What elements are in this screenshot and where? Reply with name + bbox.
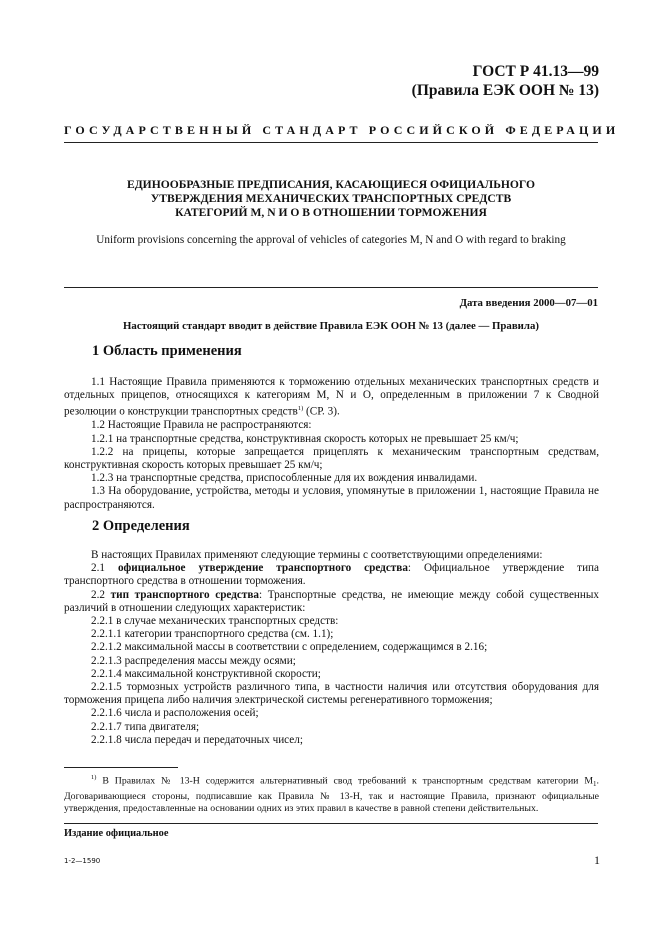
edition-divider <box>64 823 598 824</box>
paragraph-2-intro: В настоящих Правилах применяют следующие термины с соответствующими определениями: <box>91 549 543 561</box>
paragraph-2-1-text: : Официальное утверждение типа транспортного средства в отношении торможения. <box>64 562 600 588</box>
footnote <box>64 772 599 815</box>
document-designation <box>412 62 599 100</box>
section-1-body <box>64 376 599 512</box>
paragraph-2-2-num: 2.2 <box>91 588 111 601</box>
footnote-divider <box>64 767 178 768</box>
footnote-text-a: В Правилах № 13-Н содержится альтернативный свод требований к транспортным средствам категории М <box>96 775 594 787</box>
standard-banner: ГОСУДАРСТВЕННЫЙ СТАНДАРТ РОССИЙСКОЙ ФЕДЕРАЦИИ <box>64 123 620 137</box>
section-2-body <box>64 549 599 747</box>
paragraph-1-2: 1.2 Настоящие Правила не распространяются: <box>91 419 312 432</box>
edition-label: Издание официальное <box>64 828 169 839</box>
paragraph-2-1 <box>64 562 599 588</box>
title-line-3: КАТЕГОРИЙ М, N И О В ОТНОШЕНИИ ТОРМОЖЕНИЯ <box>175 206 487 219</box>
list-item: 2.2.1.1 категории транспортного средства (см. 1.1); <box>91 628 334 641</box>
term-vehicle-type: тип транспортного средства <box>110 588 259 601</box>
footnote-mark: 1) <box>91 774 97 781</box>
list-item: 2.2.1.4 максимальной конструктивной скорости; <box>91 667 321 680</box>
page-number: 1 <box>594 853 600 867</box>
footnote-text <box>64 772 599 815</box>
section-1-heading: 1 Область применения <box>92 343 242 359</box>
paragraph-1-3: 1.3 На оборудование, устройства, методы и условия, упомянутые в приложении 1, настоящие Правила не распространяются. <box>64 485 599 511</box>
document-title <box>64 178 598 220</box>
footnote-subscript: 1 <box>593 780 597 789</box>
list-item: 2.2.1.6 числа и расположения осей; <box>91 707 259 720</box>
paragraph-2-2-text: : Транспортные средства, не имеющие между собой существенных различий в отношении следующих характеристик: <box>64 588 599 614</box>
gost-number: ГОСТ Р 41.13—99 <box>472 63 599 80</box>
list-item: 2.2.1.8 числа передач и передаточных чисел; <box>91 733 303 746</box>
section-2-heading: 2 Определения <box>92 518 190 534</box>
list-item: 2.2.1 в случае механических транспортных средств: <box>91 615 339 628</box>
paragraph-1-1-end: (СР. 3). <box>303 406 340 419</box>
title-line-1: ЕДИНООБРАЗНЫЕ ПРЕДПИСАНИЯ, КАСАЮЩИЕСЯ ОФИЦИАЛЬНОГО <box>126 178 536 191</box>
print-code: 1-2—1590 <box>64 857 101 865</box>
title-line-2: УТВЕРЖДЕНИЯ МЕХАНИЧЕСКИХ ТРАНСПОРТНЫХ СРЕДСТВ <box>150 192 512 205</box>
list-item: 2.2.1.2 максимальной массы в соответствии с определением, содержащимся в 2.16; <box>91 641 488 654</box>
paragraph-1-2-3: 1.2.3 на транспортные средства, приспособленные для их вождения инвалидами. <box>91 472 478 485</box>
term-vehicle-approval: официальное утверждение транспортного средства <box>117 562 408 575</box>
paragraph-1-1-text: 1.1 Настоящие Правила применяются к торможению отдельных механических транспортных средств и отдельных прицепов, относящихся к категориям М, N и О, определенным в приложении 7 к Сводной резолюции о конструкции транспортных средств <box>64 376 599 419</box>
title-divider <box>64 287 598 288</box>
paragraph-1-2-1: 1.2.1 на транспортные средства, конструктивная скорость которых не превышает 25 км/ч; <box>91 432 519 445</box>
intro-statement: Настоящий стандарт вводит в действие Правила ЕЭК ООН № 13 (далее — Правила) <box>123 320 539 332</box>
paragraph-1-1 <box>64 376 599 419</box>
paragraph-1-2-2: 1.2.2 на прицепы, которые запрещается прицеплять к механическим транспортным средствам, конструктивная скорость которых превышает 25 км/ч; <box>64 445 599 471</box>
paragraph-2-1-num: 2.1 <box>91 562 118 575</box>
footnote-text-b: . Договаривающиеся стороны, подписавшие как Правила № 13-Н, так и настоящие Правила, признают официальные утверждения, предоставленные на основании одних из этих правил в качестве в равной степени действительных. <box>64 775 599 815</box>
effective-date: Дата введения 2000—07—01 <box>459 297 598 309</box>
list-item: 2.2.1.3 распределения массы между осями; <box>91 654 296 667</box>
paragraph-2-2 <box>64 589 599 615</box>
header-divider <box>64 142 598 143</box>
footnote-ref: 1) <box>297 405 304 413</box>
rules-number: (Правила ЕЭК ООН № 13) <box>411 82 599 99</box>
list-item: 2.2.1.7 типа двигателя; <box>91 720 200 733</box>
english-title: Uniform provisions concerning the approval of vehicles of categories M, N and O with regard to braking <box>96 234 566 246</box>
list-item: 2.2.1.5 тормозных устройств различного типа, в частности наличия или отсутствия оборудования для торможения прицепа либо наличия электрической системы регенеративного торможения; <box>64 681 599 707</box>
